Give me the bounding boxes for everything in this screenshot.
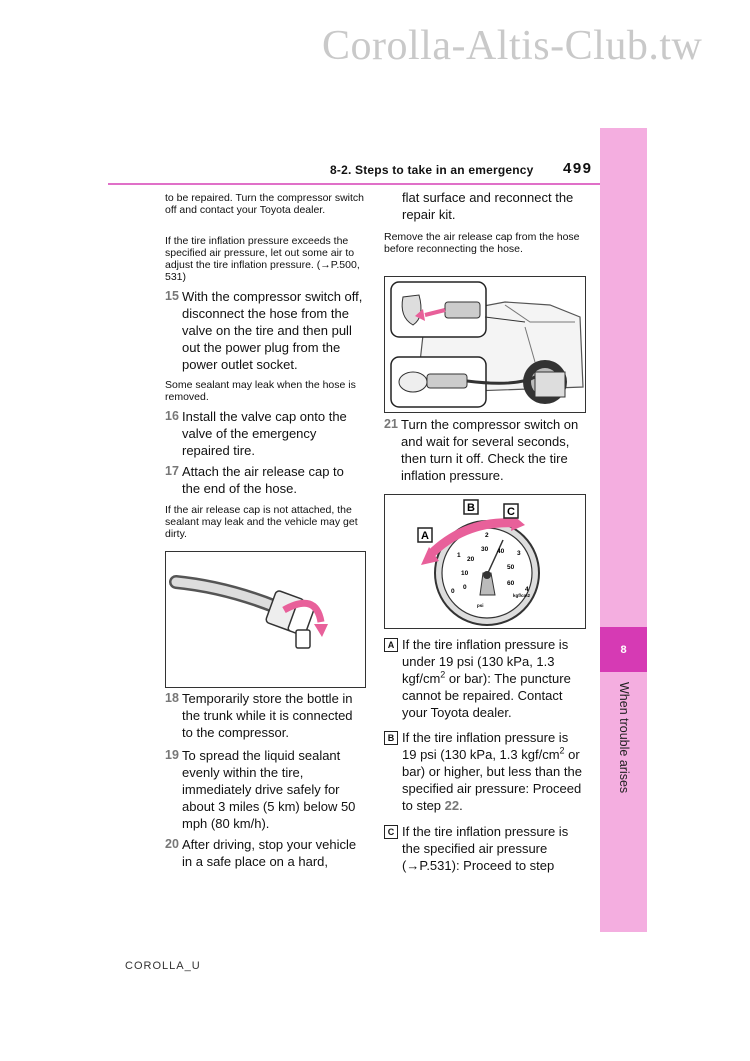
condition-a-text-end: or bar): The puncture cannot be repaired. Contact your Toyota dealer. xyxy=(402,671,571,720)
step-number: 21 xyxy=(384,417,398,431)
gauge-tick: 20 xyxy=(467,556,475,563)
figure-air-release-cap xyxy=(165,551,366,688)
step-text: Turn the compressor switch on and wait for several seconds, then turn it off. Check the tire inflation pressure. xyxy=(401,417,579,483)
gauge-tick: 10 xyxy=(461,570,469,577)
step-number: 16 xyxy=(165,409,179,423)
step-19 xyxy=(165,747,365,832)
condition-a-text: If the tire inflation pressure is under 19 psi (130 kPa, 1.3 kgf/cm xyxy=(402,637,569,686)
figure-pressure-gauge xyxy=(384,494,586,629)
note-remove-cap: Remove the air release cap from the hose before reconnecting the hose. xyxy=(384,231,580,255)
section-title: 8-2. Steps to take in an emergency xyxy=(330,163,534,177)
step-15 xyxy=(165,288,365,373)
header-rule xyxy=(108,183,600,185)
gauge-label-b: B xyxy=(467,502,475,514)
step-text: Temporarily store the bottle in the trunk while it is connected to the compressor. xyxy=(182,691,353,740)
condition-b xyxy=(384,729,584,814)
condition-b-text-end: . xyxy=(459,798,463,813)
gauge-tick: 0 xyxy=(463,584,467,591)
step-20 xyxy=(165,836,365,870)
note-air-release-cap: If the air release cap is not attached, the sealant may leak and the vehicle may get dirty. xyxy=(165,504,358,540)
step-17 xyxy=(165,463,365,497)
superscript: 2 xyxy=(559,745,565,756)
label-b-badge: B xyxy=(384,731,398,745)
chapter-number[interactable]: 8 xyxy=(600,627,647,672)
continued-text-right: flat surface and reconnect the repair kit. xyxy=(402,190,574,222)
gauge-tick: 0 xyxy=(451,588,455,595)
note-overinflation: If the tire inflation pressure exceeds the specified air pressure, let out some air to adjust the tire inflation pressure. (→P.500, 531) xyxy=(165,235,360,283)
gauge-tick: 50 xyxy=(507,564,515,571)
watermark: Corolla-Altis-Club.tw xyxy=(322,23,703,69)
step-number: 15 xyxy=(165,289,179,303)
gauge-tick: 60 xyxy=(507,580,515,587)
step-reference-link[interactable]: 22 xyxy=(444,798,460,813)
label-c-badge: C xyxy=(384,825,398,839)
step-text: Attach the air release cap to the end of the hose. xyxy=(182,464,344,496)
step-text: Install the valve cap onto the valve of the emergency repaired tire. xyxy=(182,409,347,458)
gauge-tick: 1 xyxy=(457,552,461,559)
note-sealant-leak: Some sealant may leak when the hose is removed. xyxy=(165,379,356,403)
condition-b-text: If the tire inflation pressure is 19 psi (130 kPa, 1.3 kgf/cm xyxy=(402,730,569,762)
step-text: After driving, stop your vehicle in a safe place on a hard, xyxy=(182,837,357,869)
gauge-label-a: A xyxy=(421,530,429,542)
gauge-label-c: C xyxy=(507,506,515,518)
step-number: 18 xyxy=(165,691,179,705)
gauge-tick: 4 xyxy=(525,586,529,593)
step-text: To spread the liquid sealant evenly within the tire, immediately drive safely for about 3 miles (5 km) below 50 mph (80 km/h). xyxy=(182,748,356,831)
step-text: With the compressor switch off, disconnect the hose from the valve on the tire and then pull out the power plug from the power outlet socket. xyxy=(182,289,363,372)
step-18 xyxy=(165,690,365,741)
gauge-tick: 40 xyxy=(497,548,505,555)
label-a-badge: A xyxy=(384,638,398,652)
footer-code: COROLLA_U xyxy=(125,960,201,972)
condition-c-text: If the tire inflation pressure is the specified air pressure (→P.531): Proceed to step xyxy=(402,824,569,873)
gauge-tick: 30 xyxy=(481,546,489,553)
continued-text: to be repaired. Turn the compressor switch off and contact your Toyota dealer. xyxy=(165,192,365,216)
superscript: 2 xyxy=(440,669,446,680)
step-number: 17 xyxy=(165,464,179,478)
gauge-units-outer: kgf/cm2 xyxy=(513,593,531,598)
gauge-tick: 2 xyxy=(485,532,489,539)
gauge-units-inner: psi xyxy=(477,603,484,608)
chapter-title: When trouble arises xyxy=(617,682,631,794)
step-16 xyxy=(165,408,365,459)
gauge-tick: 3 xyxy=(517,550,521,557)
condition-c xyxy=(384,823,584,874)
step-21 xyxy=(384,416,584,484)
page-number: 499 xyxy=(563,160,593,177)
condition-a xyxy=(384,636,584,721)
step-number: 19 xyxy=(165,748,179,762)
step-number: 20 xyxy=(165,837,179,851)
chapter-side-tab[interactable] xyxy=(600,128,647,932)
figure-reconnect-kit xyxy=(384,276,586,413)
condition-b-text-mid: or bar) or higher, but less than the specified air pressure: Proceed to step xyxy=(402,747,582,813)
